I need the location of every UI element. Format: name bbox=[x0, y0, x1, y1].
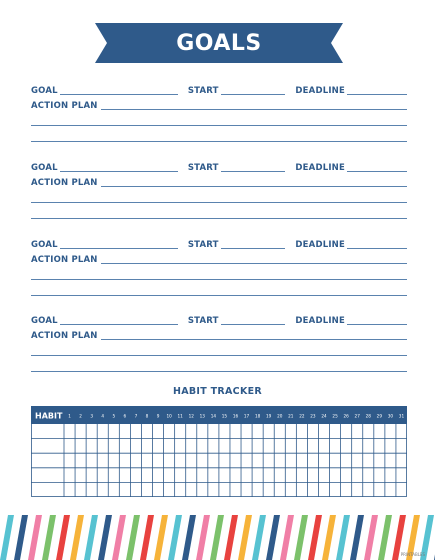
habit-cell[interactable] bbox=[109, 483, 119, 497]
deadline-label: DEADLINE bbox=[295, 163, 346, 173]
page-title: GOALS bbox=[176, 30, 262, 56]
footer-mark: PRINTABLES bbox=[400, 552, 425, 557]
habit-cell[interactable] bbox=[219, 439, 229, 453]
deadline-line[interactable] bbox=[347, 324, 407, 325]
habit-cell[interactable] bbox=[164, 454, 174, 468]
habit-cell[interactable] bbox=[87, 454, 97, 468]
decorative-stripe bbox=[350, 515, 364, 560]
habit-day-number: 15 bbox=[221, 413, 228, 419]
action-plan-line[interactable] bbox=[101, 263, 407, 264]
habit-cell[interactable] bbox=[374, 425, 384, 439]
habit-day-number: 1 bbox=[68, 413, 71, 419]
action-plan-extra-line[interactable] bbox=[31, 355, 407, 356]
habit-cell[interactable] bbox=[242, 439, 252, 453]
habit-cell[interactable] bbox=[186, 425, 196, 439]
decorative-stripe bbox=[84, 515, 98, 560]
decorative-stripe bbox=[98, 515, 112, 560]
habit-cell[interactable] bbox=[242, 454, 252, 468]
goal-row bbox=[31, 84, 407, 96]
habit-cell[interactable] bbox=[264, 454, 274, 468]
decorative-stripe bbox=[252, 515, 266, 560]
habit-cell[interactable] bbox=[98, 439, 108, 453]
habit-cell[interactable] bbox=[264, 439, 274, 453]
habit-cell[interactable] bbox=[65, 454, 75, 468]
start-label: START bbox=[187, 240, 219, 250]
habit-cell[interactable] bbox=[142, 468, 152, 482]
habit-day-number: 3 bbox=[90, 413, 93, 419]
habit-day-number: 9 bbox=[156, 413, 160, 419]
habit-cell[interactable] bbox=[341, 483, 351, 497]
decorative-stripe bbox=[168, 515, 182, 560]
habit-day-number: 17 bbox=[243, 413, 250, 419]
habit-day-number: 4 bbox=[101, 413, 105, 419]
action-plan-line[interactable] bbox=[101, 186, 407, 187]
habit-cell[interactable] bbox=[76, 425, 86, 439]
decorative-stripe bbox=[196, 515, 210, 560]
habit-cell[interactable] bbox=[175, 425, 185, 439]
habit-cell[interactable] bbox=[253, 468, 263, 482]
habit-cell[interactable] bbox=[120, 454, 130, 468]
decorative-stripe bbox=[70, 515, 84, 560]
habit-cell[interactable] bbox=[76, 454, 86, 468]
decorative-stripe bbox=[378, 515, 392, 560]
habit-cell[interactable] bbox=[230, 439, 240, 453]
action-plan-extra-line[interactable] bbox=[31, 125, 407, 126]
action-plan-line[interactable] bbox=[101, 339, 407, 340]
habit-cell[interactable] bbox=[297, 425, 307, 439]
habit-cell[interactable] bbox=[197, 439, 207, 453]
decorative-stripe bbox=[112, 515, 126, 560]
decorative-stripe bbox=[14, 515, 28, 560]
habit-cell[interactable] bbox=[230, 425, 240, 439]
decorative-stripe bbox=[364, 515, 378, 560]
habit-cell[interactable] bbox=[197, 468, 207, 482]
habit-cell[interactable] bbox=[319, 483, 329, 497]
habit-day-number: 12 bbox=[188, 413, 194, 419]
habit-cell[interactable] bbox=[330, 439, 340, 453]
habit-cell[interactable] bbox=[396, 425, 406, 439]
habit-cell[interactable] bbox=[319, 425, 329, 439]
habit-cell[interactable] bbox=[253, 454, 263, 468]
action-plan-row bbox=[31, 253, 407, 265]
habit-cell[interactable] bbox=[76, 439, 86, 453]
habit-cell[interactable] bbox=[175, 439, 185, 453]
habit-cell[interactable] bbox=[76, 468, 86, 482]
decorative-stripe bbox=[154, 515, 168, 560]
start-line[interactable] bbox=[221, 324, 286, 325]
action-plan-extra-line[interactable] bbox=[31, 371, 407, 372]
habit-cell[interactable] bbox=[120, 468, 130, 482]
habit-cell[interactable] bbox=[186, 439, 196, 453]
goal-block-3 bbox=[31, 238, 407, 298]
habit-cell[interactable] bbox=[275, 454, 285, 468]
habit-cell[interactable] bbox=[385, 454, 395, 468]
habit-day-number: 26 bbox=[343, 413, 349, 419]
habit-day-number: 14 bbox=[210, 413, 217, 419]
habit-cell[interactable] bbox=[297, 454, 307, 468]
habit-cell[interactable] bbox=[341, 439, 351, 453]
habit-cell[interactable] bbox=[186, 454, 196, 468]
habit-cell[interactable] bbox=[65, 483, 75, 497]
deadline-line[interactable] bbox=[347, 248, 407, 249]
habit-cell[interactable] bbox=[142, 454, 152, 468]
habit-cell[interactable] bbox=[341, 454, 351, 468]
habit-day-number: 25 bbox=[332, 413, 338, 419]
habit-cell[interactable] bbox=[98, 468, 108, 482]
habit-cell[interactable] bbox=[208, 483, 218, 497]
action-plan-line[interactable] bbox=[101, 109, 407, 110]
habit-cell[interactable] bbox=[275, 425, 285, 439]
goal-line[interactable] bbox=[60, 94, 178, 95]
habit-cell[interactable] bbox=[286, 425, 296, 439]
habit-cell[interactable] bbox=[374, 483, 384, 497]
deadline-line[interactable] bbox=[347, 94, 407, 95]
habit-day-number: 10 bbox=[166, 413, 172, 419]
habit-cell[interactable] bbox=[396, 454, 406, 468]
habit-cell[interactable] bbox=[253, 483, 263, 497]
decorative-stripe bbox=[294, 515, 308, 560]
action-plan-label: ACTION PLAN bbox=[31, 331, 98, 341]
habit-tracker-title: HABIT TRACKER bbox=[172, 386, 263, 397]
deadline-line[interactable] bbox=[347, 171, 407, 172]
goal-row bbox=[31, 238, 407, 250]
habit-cell[interactable] bbox=[153, 454, 163, 468]
habit-day-number: 13 bbox=[199, 413, 205, 419]
habit-cell[interactable] bbox=[164, 425, 174, 439]
habit-cell[interactable] bbox=[175, 454, 185, 468]
habit-cell[interactable] bbox=[319, 454, 329, 468]
habit-cell[interactable] bbox=[120, 483, 130, 497]
habit-cell[interactable] bbox=[264, 468, 274, 482]
habit-cell[interactable] bbox=[286, 483, 296, 497]
start-label: START bbox=[187, 86, 219, 96]
habit-cell[interactable] bbox=[142, 425, 152, 439]
habit-cell[interactable] bbox=[109, 425, 119, 439]
habit-cell[interactable] bbox=[109, 468, 119, 482]
habit-cell[interactable] bbox=[385, 439, 395, 453]
habit-cell[interactable] bbox=[308, 439, 318, 453]
habit-cell[interactable] bbox=[219, 468, 229, 482]
habit-cell[interactable] bbox=[363, 425, 373, 439]
habit-cell[interactable] bbox=[297, 468, 307, 482]
habit-cell[interactable] bbox=[319, 439, 329, 453]
habit-day-number: 31 bbox=[398, 413, 405, 419]
deadline-label: DEADLINE bbox=[295, 316, 346, 326]
habit-day-number: 2 bbox=[79, 413, 82, 419]
habit-cell[interactable] bbox=[175, 483, 185, 497]
habit-cell[interactable] bbox=[131, 425, 141, 439]
habit-cell[interactable] bbox=[131, 454, 141, 468]
goal-line[interactable] bbox=[60, 324, 178, 325]
habit-day-number: 28 bbox=[365, 413, 371, 419]
habit-cell[interactable] bbox=[197, 454, 207, 468]
habit-cell[interactable] bbox=[153, 439, 163, 453]
habit-cell[interactable] bbox=[286, 468, 296, 482]
habit-cell[interactable] bbox=[153, 483, 163, 497]
goal-line[interactable] bbox=[60, 248, 178, 249]
decorative-stripes bbox=[0, 515, 435, 560]
habit-cell[interactable] bbox=[330, 425, 340, 439]
habit-cell[interactable] bbox=[164, 468, 174, 482]
habit-cell[interactable] bbox=[186, 483, 196, 497]
action-plan-extra-line[interactable] bbox=[31, 279, 407, 280]
action-plan-label: ACTION PLAN bbox=[31, 178, 98, 188]
habit-cell[interactable] bbox=[164, 483, 174, 497]
decorative-stripe bbox=[126, 515, 140, 560]
habit-cell[interactable] bbox=[385, 425, 395, 439]
habit-day-number: 24 bbox=[321, 413, 327, 419]
habit-cell[interactable] bbox=[396, 483, 406, 497]
habit-cell[interactable] bbox=[197, 425, 207, 439]
habit-cell[interactable] bbox=[385, 483, 395, 497]
start-label: START bbox=[187, 163, 219, 173]
action-plan-extra-line[interactable] bbox=[31, 218, 407, 219]
habit-cell[interactable] bbox=[142, 439, 152, 453]
habit-cell[interactable] bbox=[264, 483, 274, 497]
habit-cell[interactable] bbox=[275, 439, 285, 453]
habit-cell[interactable] bbox=[374, 468, 384, 482]
habit-cell[interactable] bbox=[87, 483, 97, 497]
goal-block-1 bbox=[31, 84, 407, 144]
action-plan-label: ACTION PLAN bbox=[31, 255, 98, 265]
decorative-stripe bbox=[308, 515, 322, 560]
goal-block-4 bbox=[31, 314, 407, 374]
habit-day-number: 29 bbox=[376, 413, 383, 419]
habit-cell[interactable] bbox=[242, 483, 252, 497]
action-plan-row bbox=[31, 329, 407, 341]
habit-cell[interactable] bbox=[242, 468, 252, 482]
habit-cell[interactable] bbox=[352, 454, 362, 468]
habit-cell[interactable] bbox=[319, 468, 329, 482]
habit-cell[interactable] bbox=[131, 439, 141, 453]
habit-cell[interactable] bbox=[363, 483, 373, 497]
habit-cell[interactable] bbox=[385, 468, 395, 482]
habit-cell[interactable] bbox=[352, 439, 362, 453]
goal-label: GOAL bbox=[31, 240, 58, 250]
habit-cell[interactable] bbox=[230, 468, 240, 482]
decorative-stripe bbox=[224, 515, 238, 560]
decorative-stripe bbox=[238, 515, 252, 560]
start-line[interactable] bbox=[221, 248, 286, 249]
habit-cell[interactable] bbox=[164, 439, 174, 453]
habit-day-number: 23 bbox=[310, 413, 316, 419]
habit-cell[interactable] bbox=[352, 483, 362, 497]
decorative-stripe bbox=[56, 515, 70, 560]
habit-cell[interactable] bbox=[65, 425, 75, 439]
habit-cell[interactable] bbox=[219, 454, 229, 468]
habit-cell[interactable] bbox=[330, 454, 340, 468]
decorative-stripe bbox=[0, 515, 14, 560]
start-label: START bbox=[187, 316, 219, 326]
start-line[interactable] bbox=[221, 171, 286, 172]
habit-day-number: 5 bbox=[112, 413, 116, 419]
habit-cell[interactable] bbox=[65, 439, 75, 453]
habit-cell[interactable] bbox=[208, 454, 218, 468]
habit-cell[interactable] bbox=[120, 439, 130, 453]
habit-cell[interactable] bbox=[286, 439, 296, 453]
habit-cell[interactable] bbox=[308, 425, 318, 439]
habit-cell[interactable] bbox=[396, 439, 406, 453]
habit-cell[interactable] bbox=[275, 483, 285, 497]
decorative-stripe bbox=[336, 515, 350, 560]
habit-cell[interactable] bbox=[109, 439, 119, 453]
habit-header-bar bbox=[31, 406, 407, 424]
habit-day-number: 7 bbox=[134, 413, 138, 419]
action-plan-extra-line[interactable] bbox=[31, 202, 407, 203]
habit-day-number: 22 bbox=[299, 413, 305, 419]
habit-cell[interactable] bbox=[308, 468, 318, 482]
goal-block-2 bbox=[31, 161, 407, 221]
habit-cell[interactable] bbox=[308, 454, 318, 468]
habit-cell[interactable] bbox=[98, 425, 108, 439]
habit-cell[interactable] bbox=[396, 468, 406, 482]
habit-cell[interactable] bbox=[264, 425, 274, 439]
habit-cell[interactable] bbox=[374, 439, 384, 453]
goal-label: GOAL bbox=[31, 86, 58, 96]
habit-cell[interactable] bbox=[131, 483, 141, 497]
habit-day-number: 30 bbox=[387, 413, 394, 419]
habit-cell[interactable] bbox=[308, 483, 318, 497]
habit-day-number: 19 bbox=[266, 413, 272, 419]
goal-row bbox=[31, 161, 407, 173]
habit-cell[interactable] bbox=[65, 468, 75, 482]
habit-cell[interactable] bbox=[341, 425, 351, 439]
habit-day-number: 18 bbox=[254, 413, 261, 419]
habit-cell[interactable] bbox=[98, 483, 108, 497]
habit-cell[interactable] bbox=[153, 468, 163, 482]
goal-line[interactable] bbox=[60, 171, 178, 172]
habit-cell[interactable] bbox=[219, 483, 229, 497]
habit-cell[interactable] bbox=[208, 425, 218, 439]
habit-cell[interactable] bbox=[76, 483, 86, 497]
habit-header-label: HABIT bbox=[35, 411, 63, 421]
decorative-stripe bbox=[210, 515, 224, 560]
action-plan-row bbox=[31, 176, 407, 188]
habit-cell[interactable] bbox=[175, 468, 185, 482]
habit-cell[interactable] bbox=[186, 468, 196, 482]
decorative-stripe bbox=[266, 515, 280, 560]
deadline-label: DEADLINE bbox=[295, 240, 346, 250]
decorative-stripe bbox=[182, 515, 196, 560]
decorative-stripe bbox=[140, 515, 154, 560]
habit-cell[interactable] bbox=[352, 425, 362, 439]
action-plan-extra-line[interactable] bbox=[31, 295, 407, 296]
habit-cell[interactable] bbox=[341, 468, 351, 482]
habit-tracker-grid bbox=[31, 406, 407, 497]
habit-day-number: 21 bbox=[288, 413, 294, 419]
habit-day-number: 20 bbox=[277, 413, 283, 419]
habit-cell[interactable] bbox=[208, 468, 218, 482]
title-banner bbox=[95, 23, 343, 63]
habit-day-number: 16 bbox=[232, 413, 239, 419]
habit-day-number: 27 bbox=[354, 413, 360, 419]
habit-cell[interactable] bbox=[87, 425, 97, 439]
habit-cell[interactable] bbox=[352, 468, 362, 482]
habit-cell[interactable] bbox=[363, 454, 373, 468]
habit-cell[interactable] bbox=[297, 439, 307, 453]
habit-cell[interactable] bbox=[230, 483, 240, 497]
action-plan-label: ACTION PLAN bbox=[31, 101, 98, 111]
action-plan-row bbox=[31, 99, 407, 111]
habit-cell[interactable] bbox=[230, 454, 240, 468]
habit-cell[interactable] bbox=[87, 468, 97, 482]
start-line[interactable] bbox=[221, 94, 286, 95]
habit-cell[interactable] bbox=[142, 483, 152, 497]
habit-cell[interactable] bbox=[253, 439, 263, 453]
habit-cell[interactable] bbox=[208, 439, 218, 453]
habit-cell[interactable] bbox=[197, 483, 207, 497]
habit-cell[interactable] bbox=[219, 425, 229, 439]
habit-cell[interactable] bbox=[363, 468, 373, 482]
deadline-label: DEADLINE bbox=[295, 86, 346, 96]
habit-cell[interactable] bbox=[297, 483, 307, 497]
habit-cell[interactable] bbox=[363, 439, 373, 453]
habit-cell[interactable] bbox=[87, 439, 97, 453]
habit-cell[interactable] bbox=[330, 483, 340, 497]
habit-cell[interactable] bbox=[109, 454, 119, 468]
decorative-stripe bbox=[28, 515, 42, 560]
habit-cell[interactable] bbox=[253, 425, 263, 439]
habit-cell[interactable] bbox=[120, 425, 130, 439]
goal-label: GOAL bbox=[31, 316, 58, 326]
habit-cell[interactable] bbox=[131, 468, 141, 482]
decorative-stripe bbox=[322, 515, 336, 560]
habit-cell[interactable] bbox=[275, 468, 285, 482]
goal-row bbox=[31, 314, 407, 326]
goal-label: GOAL bbox=[31, 163, 58, 173]
habit-tracker-table bbox=[31, 406, 407, 497]
habit-day-number: 6 bbox=[123, 413, 127, 419]
habit-cell[interactable] bbox=[330, 468, 340, 482]
habit-cell[interactable] bbox=[286, 454, 296, 468]
habit-cell[interactable] bbox=[98, 454, 108, 468]
action-plan-extra-line[interactable] bbox=[31, 141, 407, 142]
habit-cell[interactable] bbox=[242, 425, 252, 439]
decorative-stripe bbox=[280, 515, 294, 560]
habit-day-number: 8 bbox=[145, 413, 149, 419]
decorative-stripe bbox=[42, 515, 56, 560]
habit-cell[interactable] bbox=[153, 425, 163, 439]
habit-day-number: 11 bbox=[177, 413, 183, 419]
habit-cell[interactable] bbox=[374, 454, 384, 468]
